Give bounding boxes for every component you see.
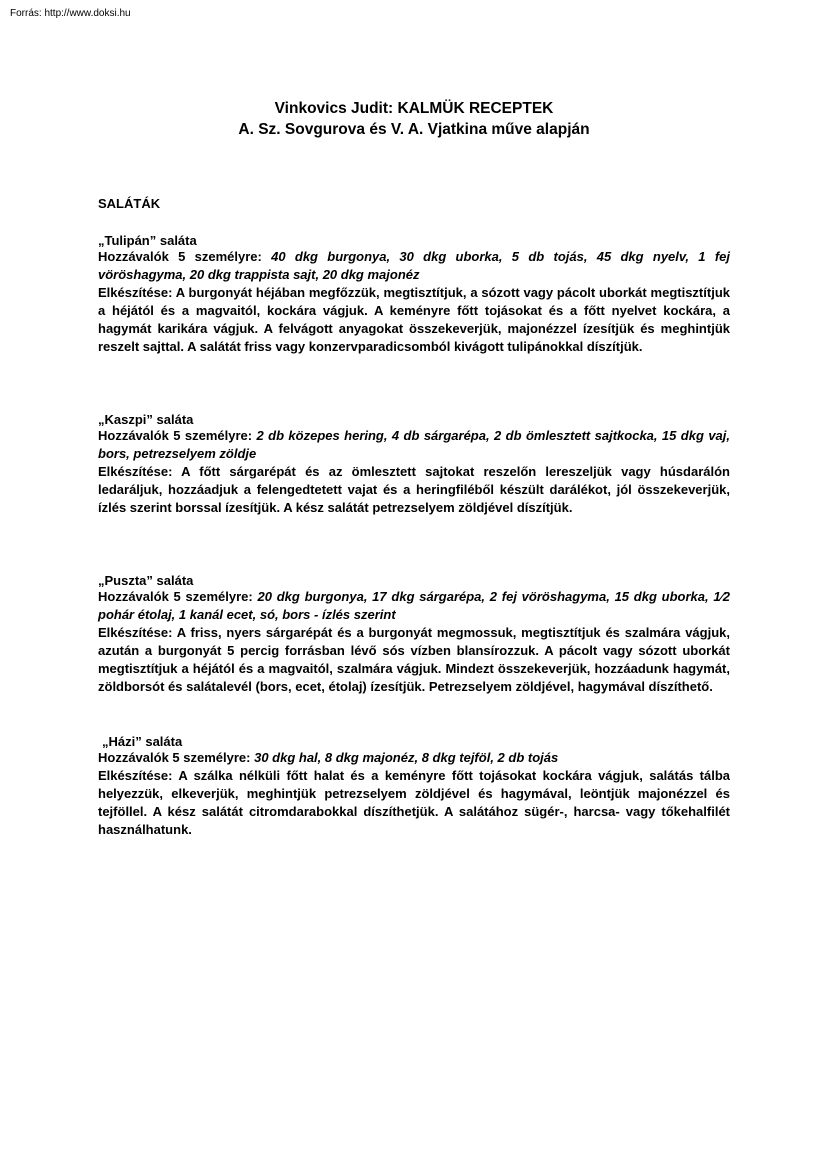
preparation	[98, 284, 730, 356]
recipe-title: „Tulipán” saláta	[98, 233, 197, 248]
document-title	[98, 98, 730, 140]
recipe-title: „Puszta” saláta	[98, 573, 194, 588]
preparation-text: A szálka nélküli főtt halat és a keményre főtt tojásokat kockára vágjuk, salátás tálba helyezzük, elkeverjük, meghintjük petrezselyem zöldjével és hagymával, leöntjük majonézzel és tejföllel. A kész salátát citromdarabokkal díszíthetjük. A salátához sügér-, harcsa- vagy tőkehalfilét használhatunk.	[98, 768, 730, 837]
ingredients	[98, 427, 730, 463]
ingredients	[98, 749, 730, 767]
section-heading: SALÁTÁK	[98, 196, 161, 211]
ingredients-list: 2 db közepes hering, 4 db sárgarépa, 2 db ömlesztett sajtkocka, 15 dkg vaj, bors, petrezselyem zöldje	[98, 428, 731, 461]
preparation-text: A főtt sárgarépát és az ömlesztett sajtokat reszelőn lereszeljük vagy húsdarálón ledaráljuk, hozzáadjuk a felengedtetett vajat és a heringfiléből készült darálékot, jól összekeverjük, ízlés szerint borssal ízesítjük. A kész salátát petrezselyem zöldjével díszítjük.	[98, 464, 730, 515]
ingredients-label: Hozzávalók 5 személyre:	[98, 750, 251, 765]
preparation-label: Elkészítése:	[98, 625, 173, 640]
recipe-title: „Házi” saláta	[102, 734, 183, 749]
preparation-label: Elkészítése:	[98, 285, 173, 300]
ingredients-list: 20 dkg burgonya, 17 dkg sárgarépa, 2 fej vöröshagyma, 15 dkg uborka, 1⁄2 pohár étolaj, 1 kanál ecet, só, bors - ízlés szerint	[98, 589, 730, 622]
ingredients	[98, 588, 730, 624]
document-page	[98, 98, 730, 839]
preparation-label: Elkészítése:	[98, 768, 173, 783]
ingredients-list: 30 dkg hal, 8 dkg majonéz, 8 dkg tejföl, 2 db tojás	[254, 750, 559, 765]
preparation	[98, 767, 730, 839]
preparation-text: A friss, nyers sárgarépát és a burgonyát megmossuk, megtisztítjuk és szalmára vágjuk, azután a burgonyát 5 percig forrásban lévő sós vízben blansírozzuk. A pácolt vagy sózott uborkát megtisztítjuk a héjától és a magvaitól, szalmára vágjuk. Mindezt összekeverjük, hozzáadunk hagymát, zöldborsót és salátalevél (bors, ecet, étolaj) ízesítjük. Petrezselyem zöldjével, hagymával díszíthető.	[98, 625, 730, 694]
preparation	[98, 624, 730, 696]
source-url: Forrás: http://www.doksi.hu	[10, 8, 131, 19]
preparation	[98, 463, 730, 517]
recipe-title: „Kaszpi” saláta	[98, 412, 194, 427]
ingredients-label: Hozzávalók 5 személyre:	[98, 249, 262, 264]
ingredients	[98, 248, 730, 284]
ingredients-label: Hozzávalók 5 személyre:	[98, 589, 253, 604]
preparation-label: Elkészítése:	[98, 464, 173, 479]
title-line-1: Vinkovics Judit: KALMÜK RECEPTEK	[274, 100, 554, 117]
ingredients-label: Hozzávalók 5 személyre:	[98, 428, 253, 443]
title-line-2: A. Sz. Sovgurova és V. A. Vjatkina műve alapján	[238, 121, 590, 138]
preparation-text: A burgonyát héjában megfőzzük, megtisztítjuk, a sózott vagy pácolt uborkát megtisztítjuk a héjától és a magvaitól, kockára vágjuk. A keményre főtt tojásokat és a főtt nyelvet kockára, a hagymát karikára vágjuk. A felvágott anyagokat összekeverjük, majonézzel ízesítjük és meghintjük reszelt sajttal. A salátát friss vagy konzervparadicsomból kivágott tulipánokkal díszítjük.	[98, 285, 730, 354]
ingredients-list: 40 dkg burgonya, 30 dkg uborka, 5 db tojás, 45 dkg nyelv, 1 fej vöröshagyma, 20 dkg trappista sajt, 20 dkg majonéz	[98, 249, 730, 282]
